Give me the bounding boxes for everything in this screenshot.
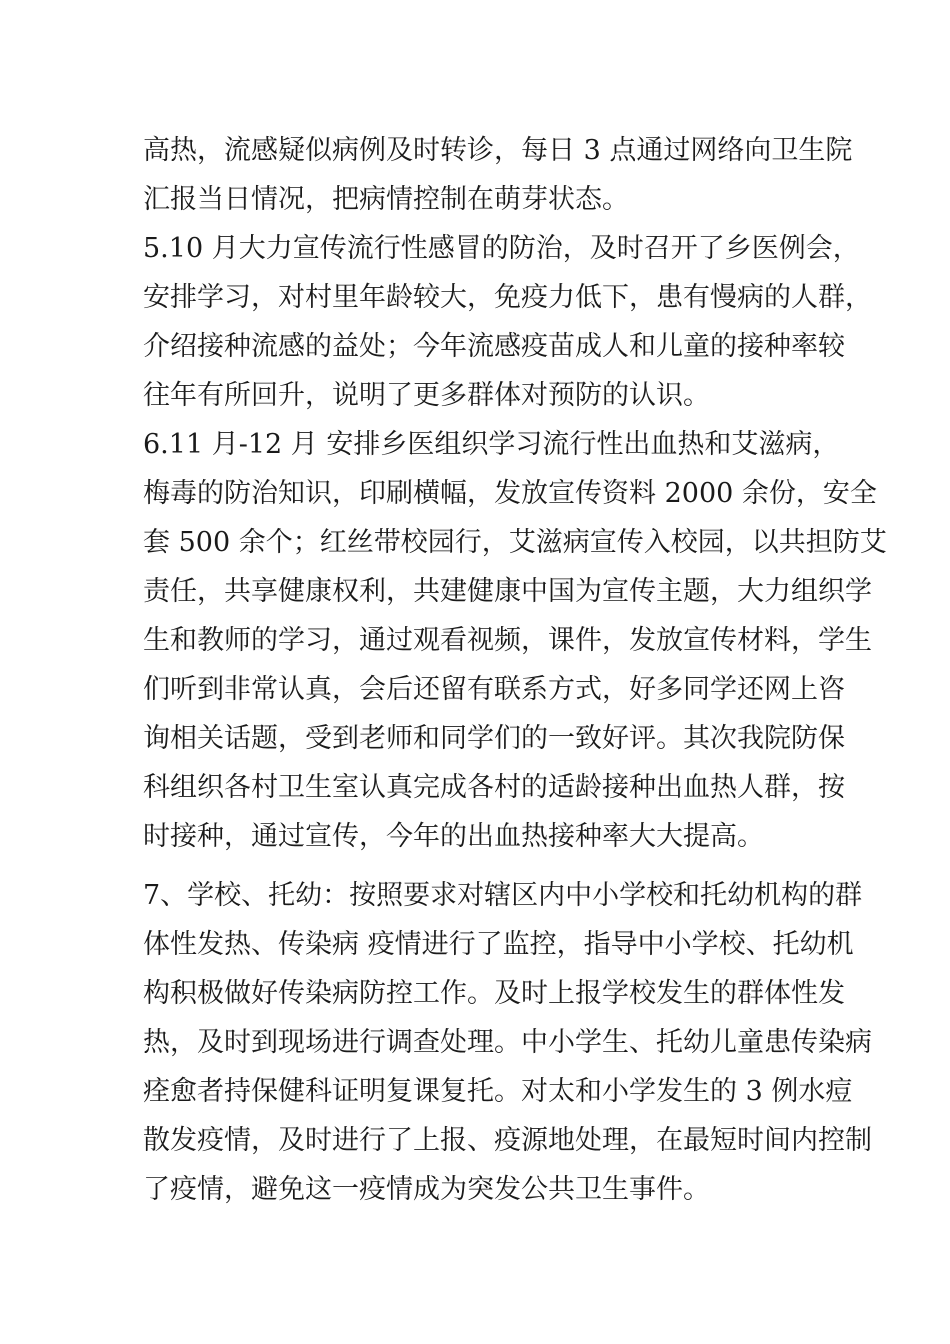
text-line: 体性发热、传染病 疫情进行了监控，指导中小学校、托幼机 [143,929,854,960]
text-line: 了疫情，避免这一疫情成为突发公共卫生事件。 [143,1174,710,1205]
text-line: 构积极做好传染病防控工作。及时上报学校发生的群体性发 [143,978,845,1009]
text-line: 散发疫情，及时进行了上报、疫源地处理，在最短时间内控制 [143,1125,872,1156]
text-line: 时接种，通过宣传，今年的出血热接种率大大提高。 [143,821,764,852]
text-line: 们听到非常认真，会后还留有联系方式，好多同学还网上咨 [143,674,845,705]
text-line: 梅毒的防治知识，印刷横幅，发放宣传资料 2000 余份，安全 [143,478,877,509]
text-line: 生和教师的学习，通过观看视频，课件，发放宣传材料，学生 [143,625,872,656]
text-line: 科组织各村卫生室认真完成各村的适龄接种出血热人群，按 [143,772,845,803]
text-line: 高热，流感疑似病例及时转诊，每日 3 点通过网络向卫生院 [143,135,853,166]
text-line: 介绍接种流感的益处；今年流感疫苗成人和儿童的接种率较 [143,331,845,362]
text-line: 痊愈者持保健科证明复课复托。对太和小学发生的 3 例水痘 [143,1076,853,1107]
text-line: 套 500 余个；红丝带校园行，艾滋病宣传入校园，以共担防艾 [143,527,887,558]
text-line: 7、学校、托幼：按照要求对辖区内中小学校和托幼机构的群 [143,880,863,911]
text-line: 热，及时到现场进行调查处理。中小学生、托幼儿童患传染病 [143,1027,872,1058]
text-line: 安排学习，对村里年龄较大，免疫力低下，患有慢病的人群， [143,282,872,313]
text-line: 汇报当日情况，把病情控制在萌芽状态。 [143,184,629,215]
text-line: 往年有所回升，说明了更多群体对预防的认识。 [143,380,710,411]
text-line: 5.10 月大力宣传流行性感冒的防治，及时召开了乡医例会， [143,233,860,264]
text-line: 责任，共享健康权利，共建健康中国为宣传主题，大力组织学 [143,576,872,607]
text-line: 6.11 月-12 月 安排乡医组织学习流行性出血热和艾滋病， [143,429,840,460]
text-line: 询相关话题，受到老师和同学们的一致好评。其次我院防保 [143,723,845,754]
